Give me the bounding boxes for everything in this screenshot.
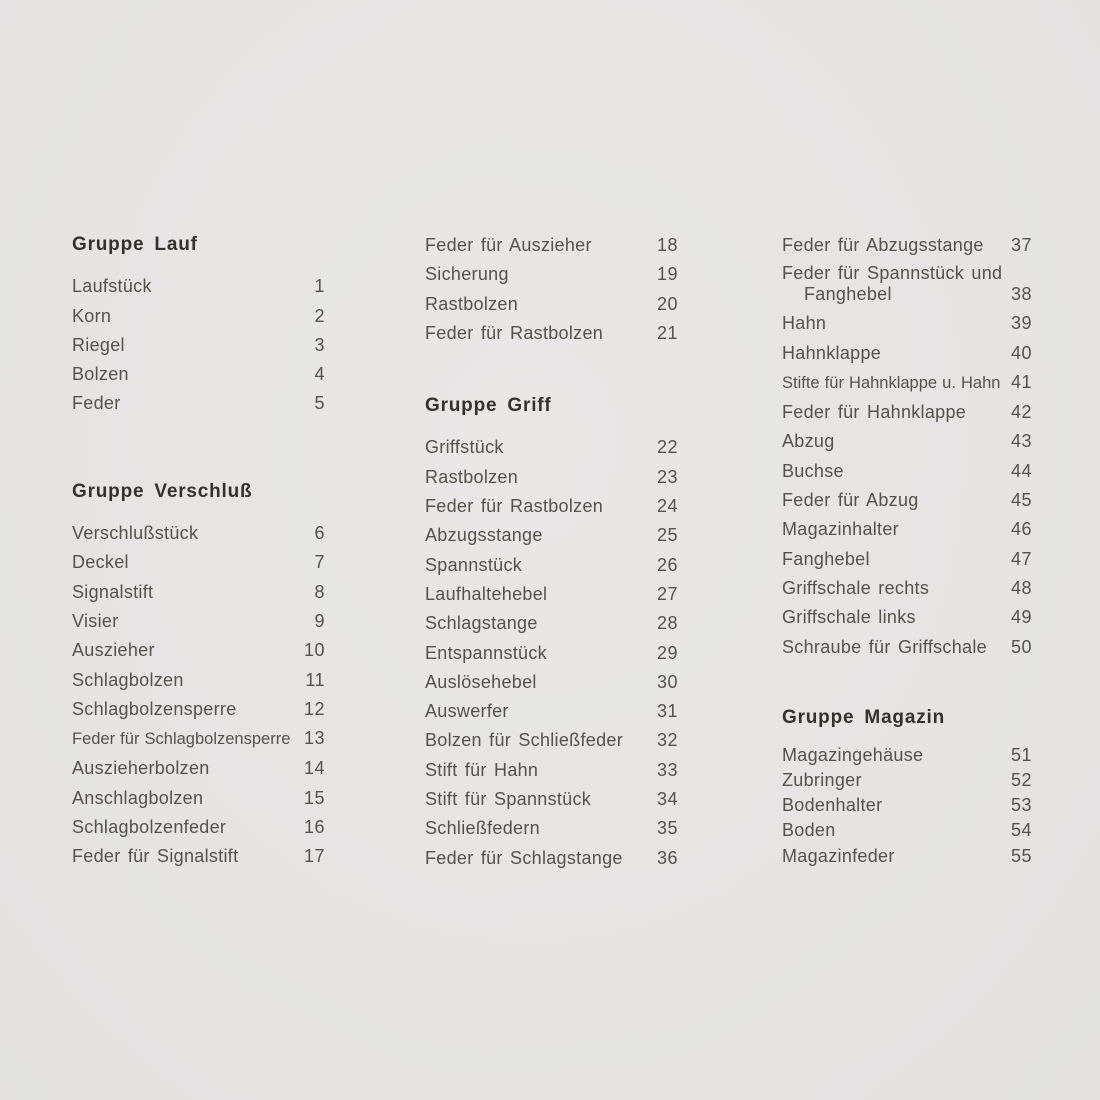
list-item xyxy=(782,768,1032,793)
item-list xyxy=(425,433,678,872)
item-list xyxy=(782,743,1032,868)
item-number: 36 xyxy=(656,847,678,868)
item-name-line2: Fanghebel xyxy=(804,284,892,305)
list-item xyxy=(72,784,325,813)
item-name: Spannstück xyxy=(425,554,523,575)
item-number: 3 xyxy=(314,334,325,355)
item-name: Auszieherbolzen xyxy=(72,758,210,779)
item-name: Korn xyxy=(72,305,112,326)
item-name: Stift für Hahn xyxy=(425,759,539,780)
item-number: 9 xyxy=(314,610,325,631)
item-number: 49 xyxy=(1010,607,1032,628)
item-name: Rastbolzen xyxy=(425,466,519,487)
item-name: Schlagbolzen xyxy=(72,669,184,690)
item-number: 8 xyxy=(314,581,325,602)
list-item xyxy=(72,695,325,724)
list-item xyxy=(425,609,678,638)
item-name: Verschlußstück xyxy=(72,523,199,544)
list-item xyxy=(72,607,325,636)
item-number: 44 xyxy=(1010,460,1032,481)
item-number: 32 xyxy=(656,730,678,751)
column-1 xyxy=(72,230,325,872)
item-number: 11 xyxy=(305,669,325,690)
item-name: Schlagbolzensperre xyxy=(72,698,237,719)
item-name: Auszieher xyxy=(72,640,155,661)
list-item xyxy=(782,545,1032,574)
item-number: 24 xyxy=(656,496,678,517)
item-name: Magazingehäuse xyxy=(782,745,924,766)
item-name: Schlagstange xyxy=(425,613,538,634)
section-heading: Gruppe Verschluß xyxy=(72,480,253,502)
item-number: 19 xyxy=(656,264,678,285)
item-number: 30 xyxy=(656,671,678,692)
column-3 xyxy=(782,231,1032,869)
item-number: 20 xyxy=(656,293,678,314)
item-name: Visier xyxy=(72,610,119,631)
list-item xyxy=(782,260,1032,309)
item-number: 4 xyxy=(314,364,325,385)
item-name: Stifte für Hahnklappe u. Hahn xyxy=(782,373,1001,392)
item-list xyxy=(72,519,325,872)
item-name: Feder für Rastbolzen xyxy=(425,496,604,517)
list-item xyxy=(425,433,678,462)
item-number: 38 xyxy=(1010,284,1032,305)
section-heading: Gruppe Lauf xyxy=(72,234,198,255)
item-number: 22 xyxy=(656,437,678,458)
item-name: Schraube für Griffschale xyxy=(782,636,987,657)
list-item xyxy=(425,726,678,755)
item-name: Laufhaltehebel xyxy=(425,583,548,604)
item-number: 7 xyxy=(314,552,325,573)
item-name: Deckel xyxy=(72,552,129,573)
list-item xyxy=(782,743,1032,768)
item-name: Feder xyxy=(72,393,121,414)
list-item xyxy=(782,398,1032,427)
item-name-wrap xyxy=(782,283,1032,305)
item-number: 52 xyxy=(1010,770,1032,791)
item-name: Feder für Hahnklappe xyxy=(782,402,967,423)
list-item xyxy=(72,389,325,418)
list-item xyxy=(72,519,325,548)
item-name: Feder für Auszieher xyxy=(425,235,592,255)
list-item xyxy=(782,309,1032,338)
item-number: 33 xyxy=(656,759,678,780)
item-number: 26 xyxy=(656,554,678,575)
item-number: 21 xyxy=(656,322,678,343)
list-item xyxy=(72,842,325,871)
list-item xyxy=(425,260,678,289)
list-item xyxy=(425,697,678,726)
item-number: 40 xyxy=(1010,342,1032,363)
list-item xyxy=(425,521,678,550)
list-item xyxy=(782,457,1032,486)
item-number: 47 xyxy=(1010,548,1032,569)
list-item xyxy=(72,548,325,577)
item-number: 34 xyxy=(656,789,678,810)
list-item xyxy=(425,844,678,873)
item-number: 42 xyxy=(1010,402,1032,423)
item-list xyxy=(425,231,678,348)
list-item xyxy=(72,331,325,360)
item-number: 55 xyxy=(1010,845,1032,866)
list-item xyxy=(72,302,325,331)
item-number: 5 xyxy=(314,393,325,414)
list-item xyxy=(425,580,678,609)
item-name: Griffstück xyxy=(425,437,504,458)
item-name: Feder für Rastbolzen xyxy=(425,322,604,343)
list-item xyxy=(782,515,1032,544)
list-item xyxy=(782,844,1032,869)
item-number: 45 xyxy=(1010,490,1032,511)
list-item xyxy=(72,578,325,607)
list-item xyxy=(425,639,678,668)
item-name: Rastbolzen xyxy=(425,293,519,314)
item-number: 25 xyxy=(656,525,678,546)
item-name: Fanghebel xyxy=(782,548,870,569)
list-item xyxy=(425,668,678,697)
item-name: Feder für Abzugsstange xyxy=(782,235,984,255)
item-name: Feder für Schlagbolzensperre xyxy=(72,730,291,749)
item-number: 1 xyxy=(314,276,325,297)
item-number: 28 xyxy=(656,613,678,634)
list-item xyxy=(72,636,325,665)
item-number: 53 xyxy=(1010,795,1032,816)
item-number: 39 xyxy=(1010,313,1032,334)
item-number: 31 xyxy=(656,701,678,722)
list-item xyxy=(425,756,678,785)
list-item xyxy=(782,339,1032,368)
item-number: 17 xyxy=(303,846,325,867)
item-name: Auslösehebel xyxy=(425,671,537,692)
list-item xyxy=(425,463,678,492)
item-number: 6 xyxy=(314,523,325,544)
list-item xyxy=(425,231,678,260)
item-name: Auswerfer xyxy=(425,701,509,722)
item-list xyxy=(72,272,325,418)
list-item xyxy=(782,793,1032,818)
item-number: 18 xyxy=(656,235,678,255)
list-item xyxy=(425,785,678,814)
item-name: Hahn xyxy=(782,313,827,334)
item-number: 27 xyxy=(656,583,678,604)
item-name: Sicherung xyxy=(425,264,509,285)
list-item xyxy=(782,818,1032,843)
item-name: Entspannstück xyxy=(425,642,547,663)
list-item xyxy=(72,272,325,301)
item-name: Riegel xyxy=(72,334,125,355)
item-number: 43 xyxy=(1010,431,1032,452)
section-heading: Gruppe Magazin xyxy=(782,706,945,728)
item-number: 50 xyxy=(1010,636,1032,657)
item-name: Anschlagbolzen xyxy=(72,787,204,808)
list-item xyxy=(782,486,1032,515)
item-name: Schlagbolzenfeder xyxy=(72,817,227,838)
item-name: Laufstück xyxy=(72,276,152,297)
list-item xyxy=(782,231,1032,260)
list-item xyxy=(425,492,678,521)
item-number: 46 xyxy=(1010,519,1032,540)
item-number: 54 xyxy=(1010,820,1032,841)
list-item xyxy=(425,551,678,580)
list-item xyxy=(72,724,325,754)
item-list xyxy=(782,231,1032,662)
list-item xyxy=(782,368,1032,398)
item-name: Bolzen für Schließfeder xyxy=(425,730,623,751)
item-number: 29 xyxy=(656,642,678,663)
item-number: 12 xyxy=(303,698,325,719)
item-number: 2 xyxy=(314,305,325,326)
list-item xyxy=(782,574,1032,603)
item-name: Stift für Spannstück xyxy=(425,789,592,810)
item-name: Zubringer xyxy=(782,770,862,791)
list-item xyxy=(425,290,678,319)
item-number: 10 xyxy=(303,640,325,661)
item-name: Schließfedern xyxy=(425,818,540,839)
item-name: Griffschale links xyxy=(782,607,916,628)
item-number: 41 xyxy=(1010,371,1032,392)
column-2 xyxy=(425,231,678,873)
item-number: 35 xyxy=(656,818,678,839)
item-name: Signalstift xyxy=(72,581,154,602)
item-name: Feder für Schlagstange xyxy=(425,847,623,868)
item-number: 48 xyxy=(1010,577,1032,598)
item-name: Hahnklappe xyxy=(782,342,882,363)
list-item xyxy=(782,633,1032,662)
item-number: 15 xyxy=(303,787,325,808)
item-number: 16 xyxy=(303,817,325,838)
item-name: Bodenhalter xyxy=(782,795,883,816)
item-name: Griffschale rechts xyxy=(782,577,930,598)
item-name: Boden xyxy=(782,820,836,841)
list-item xyxy=(782,427,1032,456)
item-name: Feder für Abzug xyxy=(782,490,919,511)
list-item xyxy=(72,754,325,783)
list-item xyxy=(72,666,325,695)
list-item xyxy=(425,814,678,843)
item-number: 14 xyxy=(303,758,325,779)
item-name: Magazinfeder xyxy=(782,845,895,866)
item-number: 51 xyxy=(1010,745,1032,766)
item-number: 37 xyxy=(1010,235,1032,255)
list-item xyxy=(72,360,325,389)
item-name: Abzugsstange xyxy=(425,525,543,546)
item-name: Buchse xyxy=(782,460,844,481)
item-name: Abzug xyxy=(782,431,835,452)
section-heading: Gruppe Griff xyxy=(425,395,552,417)
item-name: Feder für Signalstift xyxy=(72,846,239,867)
item-number: 23 xyxy=(656,466,678,487)
item-name: Magazinhalter xyxy=(782,519,899,540)
item-name: Feder für Spannstück und xyxy=(782,263,1003,284)
item-number: 13 xyxy=(303,728,325,749)
list-item xyxy=(72,813,325,842)
item-name: Bolzen xyxy=(72,364,129,385)
list-item xyxy=(782,603,1032,632)
list-item xyxy=(425,319,678,348)
